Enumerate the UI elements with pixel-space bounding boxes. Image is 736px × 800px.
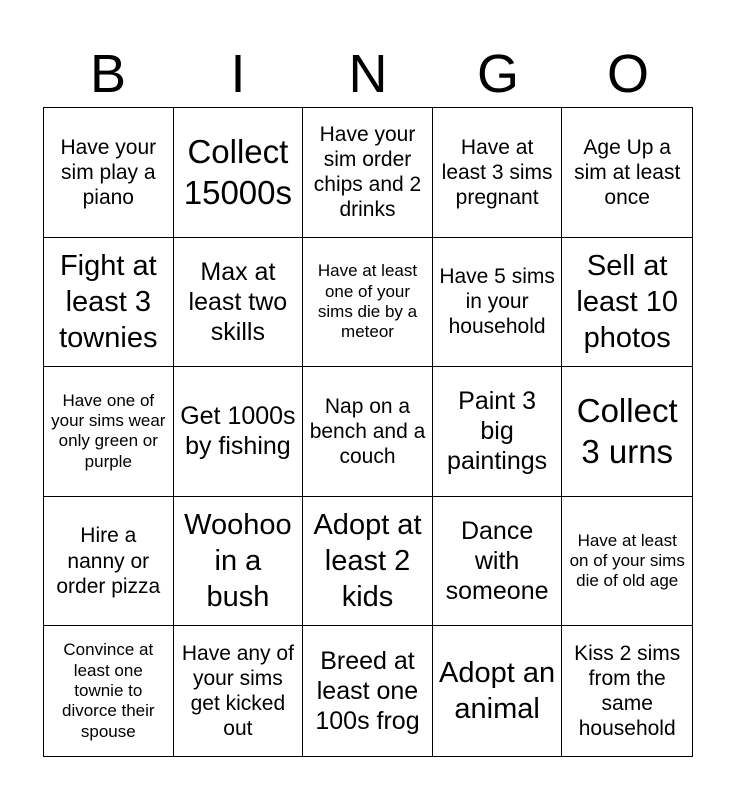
cell-text: Have 5 sims in your household [439,265,555,339]
bingo-cell[interactable] [44,238,174,368]
bingo-cell[interactable] [174,497,304,627]
cell-text: Have at least 3 sims pregnant [441,135,553,209]
cell-text: Adopt an animal [439,656,556,726]
bingo-header [43,40,693,108]
bingo-cell[interactable] [562,626,692,756]
bingo-cell[interactable] [433,626,563,756]
cell-text: Dance with someone [445,517,549,606]
bingo-cell[interactable] [174,367,304,497]
bingo-board [43,107,693,757]
bingo-cell[interactable] [433,238,563,368]
bingo-cell[interactable] [174,108,304,238]
header-letter-n: N [348,44,388,104]
bingo-cell[interactable] [303,108,433,238]
cell-text: Convince at least one townie to divorce their spouse [61,640,155,741]
bingo-cell[interactable] [303,238,433,368]
header-letter-i: I [230,44,246,104]
bingo-cell[interactable] [433,108,563,238]
bingo-cell[interactable] [44,108,174,238]
bingo-cell[interactable] [562,108,692,238]
bingo-cell[interactable] [174,626,304,756]
bingo-cell[interactable] [562,367,692,497]
cell-text: Collect 15000s [183,133,293,212]
cell-text: Age Up a sim at least once [574,135,681,209]
bingo-cell[interactable] [44,367,174,497]
cell-text: Have your sim order chips and 2 drinks [313,122,422,222]
cell-text: Max at least two skills [188,257,288,346]
cell-text: Kiss 2 sims from the same household [574,641,681,741]
cell-text: Woohoo in a bush [184,508,292,614]
cell-text: Have at least on of your sims die of old age [569,530,685,591]
bingo-cell[interactable] [174,238,304,368]
cell-text: Breed at least one 100s frog [315,647,420,736]
cell-text: Have any of your sims get kicked out [181,641,294,741]
bingo-cell[interactable] [44,497,174,627]
bingo-cell[interactable] [303,626,433,756]
bingo-cell[interactable] [562,497,692,627]
cell-text: Sell at least 10 photos [576,249,678,355]
cell-text: Have your sim play a piano [60,135,157,209]
bingo-cell[interactable] [303,367,433,497]
header-letter-b: B [89,44,127,104]
cell-text: Have one of your sims wear only green or purple [51,390,166,471]
cell-text: Fight at least 3 townies [59,249,158,355]
cell-text: Paint 3 big paintings [447,387,548,476]
bingo-cell[interactable] [44,626,174,756]
cell-text: Collect 3 urns [576,392,678,471]
cell-text: Nap on a bench and a couch [309,394,426,469]
cell-text: Hire a nanny or order pizza [56,524,161,598]
header-letter-g: G [476,44,519,104]
bingo-cell[interactable] [562,238,692,368]
cell-text: Adopt at least 2 kids [313,508,422,614]
cell-text: Have at least one of your sims die by a meteor [317,261,418,342]
bingo-cell[interactable] [303,497,433,627]
header-letter-o: O [606,44,649,104]
bingo-cell[interactable] [433,367,563,497]
cell-text: Get 1000s by fishing [180,402,296,461]
bingo-cell[interactable] [433,497,563,627]
